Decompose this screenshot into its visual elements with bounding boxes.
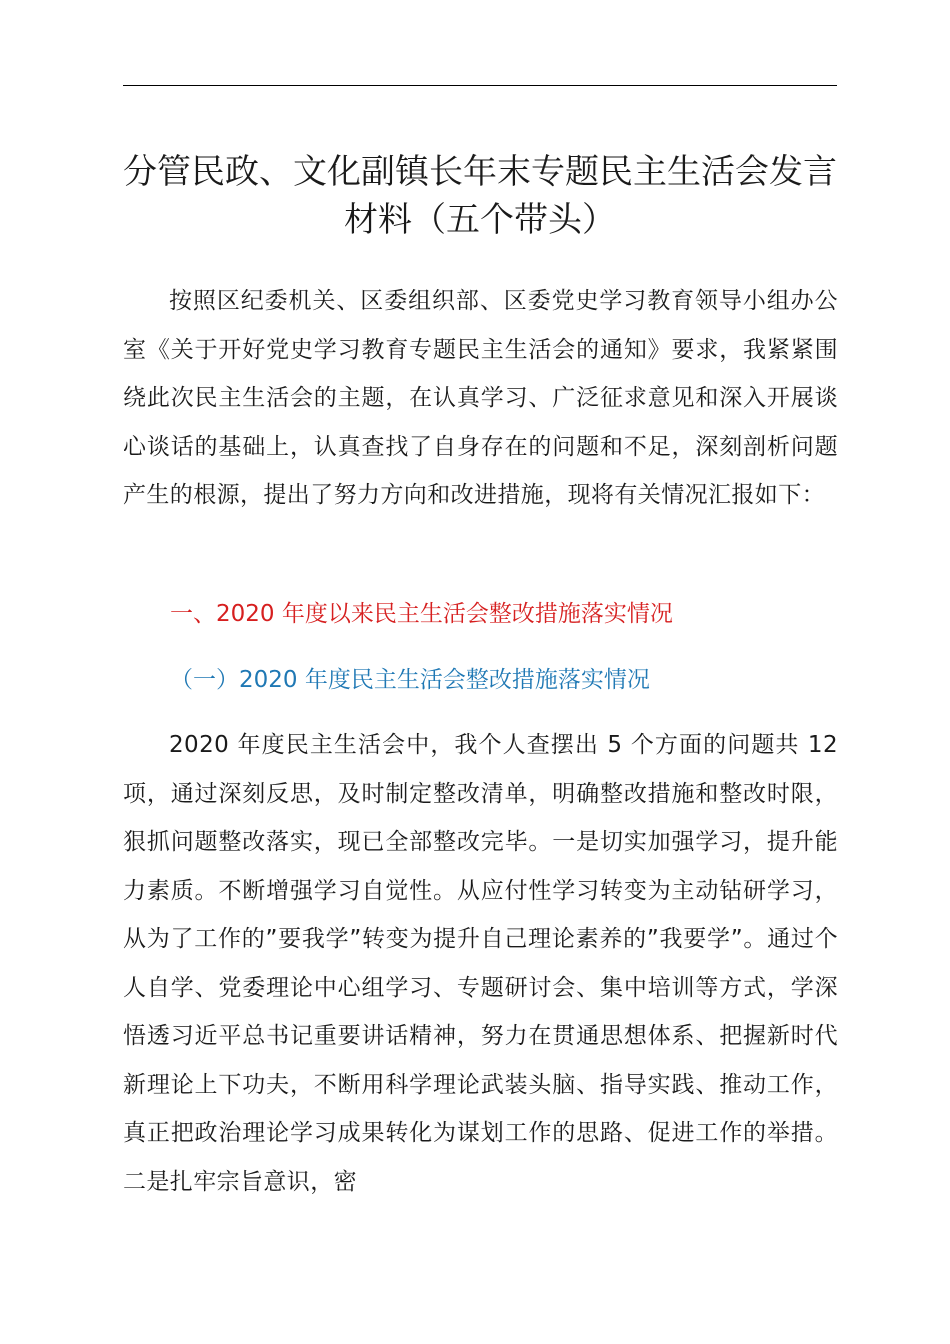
header-rule bbox=[123, 85, 837, 86]
document-title: 分管民政、文化副镇长年末专题民主生活会发言材料（五个带头） bbox=[123, 152, 837, 240]
subsection-heading-1: （一）2020 年度民主生活会整改措施落实情况 bbox=[170, 667, 650, 693]
section-heading-1: 一、2020 年度以来民主生活会整改措施落实情况 bbox=[170, 601, 673, 627]
body-paragraph: 2020 年度民主生活会中，我个人查摆出 5 个方面的问题共 12 项，通过深刻反思，及时制定整改清单，明确整改措施和整改时限，狠抓问题整改落实，现已全部整改完毕。一是切实加强学习，提升能力素质。不断增强学习自觉性。从应付性学习转变为主动钻研学习，从为了工作的”要我学”转变为提升自己理论素养的”我要学”。通过个人自学、党委理论中心组学习、专题研讨会、集中培训等方式，学深悟透习近平总书记重要讲话精神，努力在贯通思想体系、把握新时代新理论上下功夫，不断用科学理论武装头脑、指导实践、推动工作，真正把政治理论学习成果转化为谋划工作的思路、促进工作的举措。二是扎牢宗旨意识，密 bbox=[123, 732, 838, 1195]
intro-paragraph: 按照区纪委机关、区委组织部、区委党史学习教育领导小组办公室《关于开好党史学习教育专题民主生活会的通知》要求，我紧紧围绕此次民主生活会的主题，在认真学习、广泛征求意见和深入开展谈心谈话的基础上，认真查找了自身存在的问题和不足，深刻剖析问题产生的根源，提出了努力方向和改进措施，现将有关情况汇报如下： bbox=[123, 288, 838, 508]
